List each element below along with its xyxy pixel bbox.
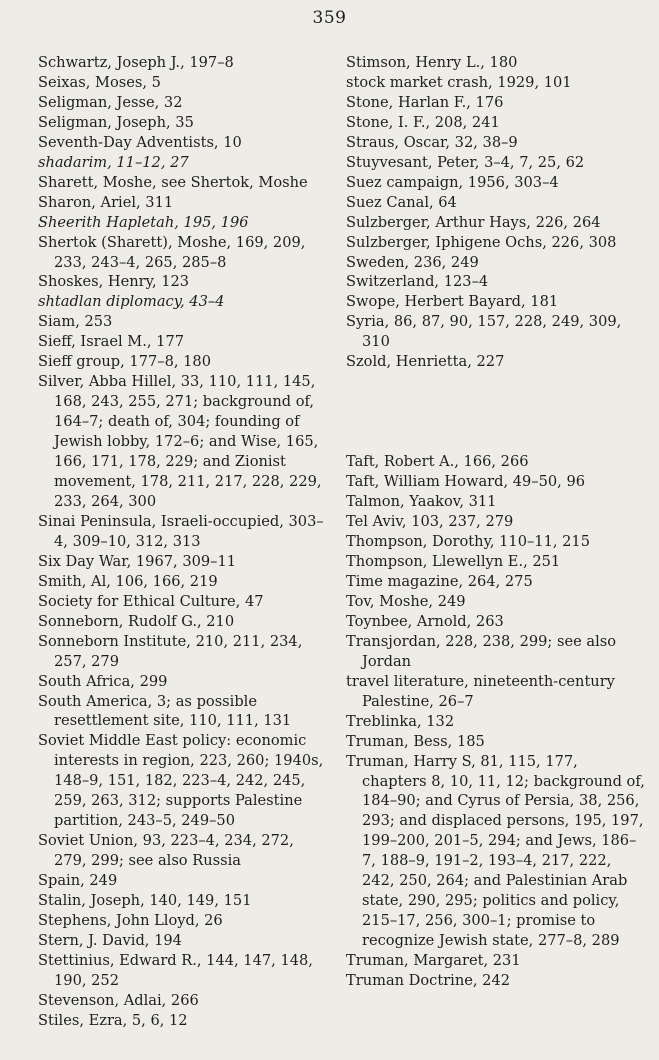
page-number: 359: [312, 8, 347, 28]
index-entry: Stuyvesant, Peter, 3–4, 7, 25, 62: [346, 153, 585, 171]
index-entry: Sinai Peninsula, Israeli-occupied, 303–4, 309–10, 312, 313: [38, 512, 324, 550]
index-entry: Sheerith Hapletah, 195, 196: [38, 213, 249, 231]
index-entry: Time magazine, 264, 275: [346, 572, 533, 590]
index-entry: Tov, Moshe, 249: [346, 592, 466, 610]
index-entry: shtadlan diplomacy, 43–4: [38, 293, 225, 311]
index-entry: Tel Aviv, 103, 237, 279: [346, 513, 514, 531]
index-entry: Stettinius, Edward R., 144, 147, 148, 190, 252: [38, 951, 313, 989]
index-entry: Transjordan, 228, 238, 299; see also Jordan: [346, 632, 617, 670]
index-entry: Seligman, Joseph, 35: [38, 113, 194, 131]
index-entry: Stalin, Joseph, 140, 149, 151: [38, 892, 252, 910]
index-entry: Toynbee, Arnold, 263: [346, 612, 504, 630]
index-column-left: [38, 53, 328, 1031]
index-entry: Smith, Al, 106, 166, 219: [38, 572, 218, 590]
index-entry: Suez Canal, 64: [346, 193, 457, 211]
index-entry: Truman, Harry S, 81, 115, 177, chapters 8, 10, 11, 12; background of, 184–90; and Cyrus of Persia, 38, 256, 293; and displaced persons, 195, 197, 199–200, 201–5, 294; and Jews, 186–7, 188–9, 191–2, 193–4, 217, 222, 242, 250, 264; and Palestinian Arab state, 290, 295; politics and policy, 215–17, 256, 300–1; promise to recognize Jewish state, 277–8, 289: [346, 752, 645, 950]
index-entry: Sharett, Moshe, see Shertok, Moshe: [38, 173, 308, 191]
index-entry: Truman Doctrine, 242: [346, 972, 511, 990]
index-entry: Sulzberger, Arthur Hays, 226, 264: [346, 213, 601, 231]
index-entry: travel literature, nineteenth-century Palestine, 26–7: [346, 672, 615, 710]
index-entry: Truman, Bess, 185: [346, 732, 485, 750]
index-entry: Seixas, Moses, 5: [38, 73, 161, 91]
index-entry: Stephens, John Lloyd, 26: [38, 911, 223, 929]
index-entry: Society for Ethical Culture, 47: [38, 592, 264, 610]
index-entry: Shoskes, Henry, 123: [38, 273, 190, 291]
index-entry: Soviet Union, 93, 223–4, 234, 272, 279, 299; see also Russia: [38, 832, 294, 870]
index-entry: Thompson, Dorothy, 110–11, 215: [346, 533, 591, 551]
index-entry: Switzerland, 123–4: [346, 273, 489, 291]
index-entry: Syria, 86, 87, 90, 157, 228, 249, 309, 310: [346, 313, 622, 351]
index-entry: Seligman, Jesse, 32: [38, 93, 183, 111]
index-entry: [38, 153, 328, 173]
index-column-right: [346, 53, 646, 991]
index-entry: Talmon, Yaakov, 311: [346, 493, 497, 511]
index-entry: Spain, 249: [38, 872, 118, 890]
index-entry: Sonneborn, Rudolf G., 210: [38, 612, 235, 630]
index-entry: Six Day War, 1967, 309–11: [38, 552, 237, 570]
index-entry: Sweden, 236, 249: [346, 253, 479, 271]
index-entry: South Africa, 299: [38, 672, 168, 690]
index-entry: Stern, J. David, 194: [38, 931, 182, 949]
index-entry: Thompson, Llewellyn E., 251: [346, 553, 561, 571]
index-entry: Siam, 253: [38, 313, 113, 331]
index-entry: Treblinka, 132: [346, 712, 455, 730]
index-entry: [38, 292, 328, 312]
index-entry: Swope, Herbert Bayard, 181: [346, 293, 559, 311]
index-entry: shadarim, 11–12, 27: [38, 153, 189, 171]
index-entry: Sieff, Israel M., 177: [38, 333, 185, 351]
index-entry: Silver, Abba Hillel, 33, 110, 111, 145, 168, 243, 255, 271; background of, 164–7; death of, 304; founding of Jewish lobby, 172–6; and Wise, 165, 166, 171, 178, 229; and Zionist movement, 178, 211, 217, 228, 229, 233, 264, 300: [38, 373, 322, 510]
index-entry: [38, 213, 328, 233]
index-entry: Stimson, Henry L., 180: [346, 54, 518, 71]
index-entry: stock market crash, 1929, 101: [346, 73, 572, 91]
index-entry: Sulzberger, Iphigene Ochs, 226, 308: [346, 233, 617, 251]
index-entry: Stevenson, Adlai, 266: [38, 991, 199, 1009]
index-entry: Suez campaign, 1956, 303–4: [346, 173, 559, 191]
index-entry: Stone, I. F., 208, 241: [346, 113, 500, 131]
index-entry: Straus, Oscar, 32, 38–9: [346, 133, 518, 151]
index-entry: Taft, Robert A., 166, 266: [346, 453, 529, 471]
index-entry: Soviet Middle East policy: economic interests in region, 223, 260; 1940s, 148–9, 151, 182, 223–4, 242, 245, 259, 263, 312; supports Palestine partition, 243–5, 249–50: [38, 732, 324, 830]
index-entry: Szold, Henrietta, 227: [346, 353, 505, 371]
index-entry: South America, 3; as possible resettlement site, 110, 111, 131: [38, 692, 292, 730]
index-entry: Stiles, Ezra, 5, 6, 12: [38, 1011, 188, 1029]
letter-section-gap: [346, 372, 646, 452]
index-entry: Shertok (Sharett), Moshe, 169, 209, 233, 243–4, 265, 285–8: [38, 233, 306, 271]
index-entry: Sonneborn Institute, 210, 211, 234, 257, 279: [38, 632, 303, 670]
index-entry: Sieff group, 177–8, 180: [38, 353, 212, 371]
index-entry: Stone, Harlan F., 176: [346, 93, 504, 111]
index-entry: Seventh-Day Adventists, 10: [38, 133, 242, 151]
index-entry: Taft, William Howard, 49–50, 96: [346, 473, 586, 491]
index-entry: Truman, Margaret, 231: [346, 952, 521, 970]
index-entry: Sharon, Ariel, 311: [38, 193, 174, 211]
index-entry: Schwartz, Joseph J., 197–8: [38, 54, 234, 71]
